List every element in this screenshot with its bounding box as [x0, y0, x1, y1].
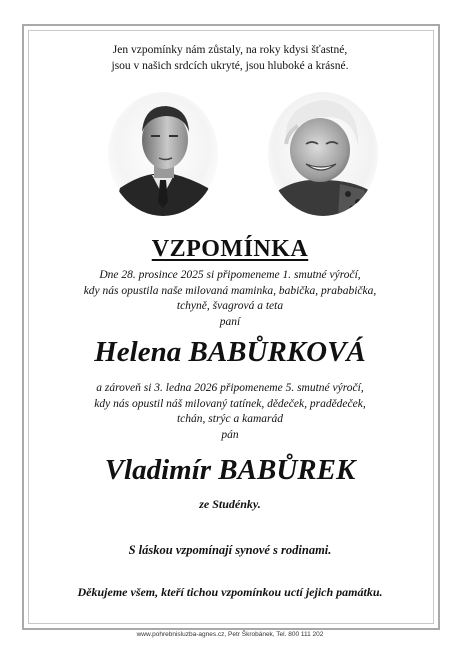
announcement-second-line-2: kdy nás opustil náš milovaný tatínek, dědeček, pradědeček,	[94, 397, 366, 410]
announcement-second	[0, 381, 460, 443]
poem-line-1: Jen vzpomínky nám zůstaly, na roky kdysi šťastné,	[112, 44, 348, 56]
portrait-photo-man	[108, 92, 218, 216]
portrait-photo-woman	[268, 92, 378, 216]
family-signature: S láskou vzpomínají synové s rodinami.	[128, 543, 332, 557]
deceased-name-first: Helena BABŮRKOVÁ	[94, 336, 366, 368]
deceased-name-second: Vladimír BABŮREK	[104, 454, 356, 486]
announcement-first-line-3: tchyně, švagrová a teta	[176, 300, 284, 312]
announcement-first-line-4: paní	[219, 315, 241, 328]
announcement-second-line-4: pán	[221, 428, 239, 441]
heading-vzpominka: VZPOMÍNKA	[151, 236, 309, 262]
announcement-second-line-1: a zároveň si 3. ledna 2026 připomeneme 5. smutné výročí,	[96, 382, 364, 394]
poem-line-2: jsou v našich srdcích ukryté, jsou hluboké a krásné.	[111, 60, 349, 72]
announcement-second-line-3: tchán, strýc a kamarád	[176, 413, 284, 425]
poem	[0, 42, 460, 74]
announcement-first	[0, 268, 460, 330]
thanks-text: Děkujeme všem, kteří tichou vzpomínkou uctí jejich památku.	[77, 585, 383, 599]
announcement-first-line-2: kdy nás opustila naše milovaná maminka, babička, prababička,	[83, 284, 377, 297]
origin-text: ze Studénky.	[199, 497, 261, 511]
footer-contact: www.pohrebnisluzba-agnes.cz, Petr Škrobánek, Tel. 800 111 202	[136, 631, 324, 638]
announcement-first-line-1: Dne 28. prosince 2025 si připomeneme 1. smutné výročí,	[99, 269, 361, 281]
